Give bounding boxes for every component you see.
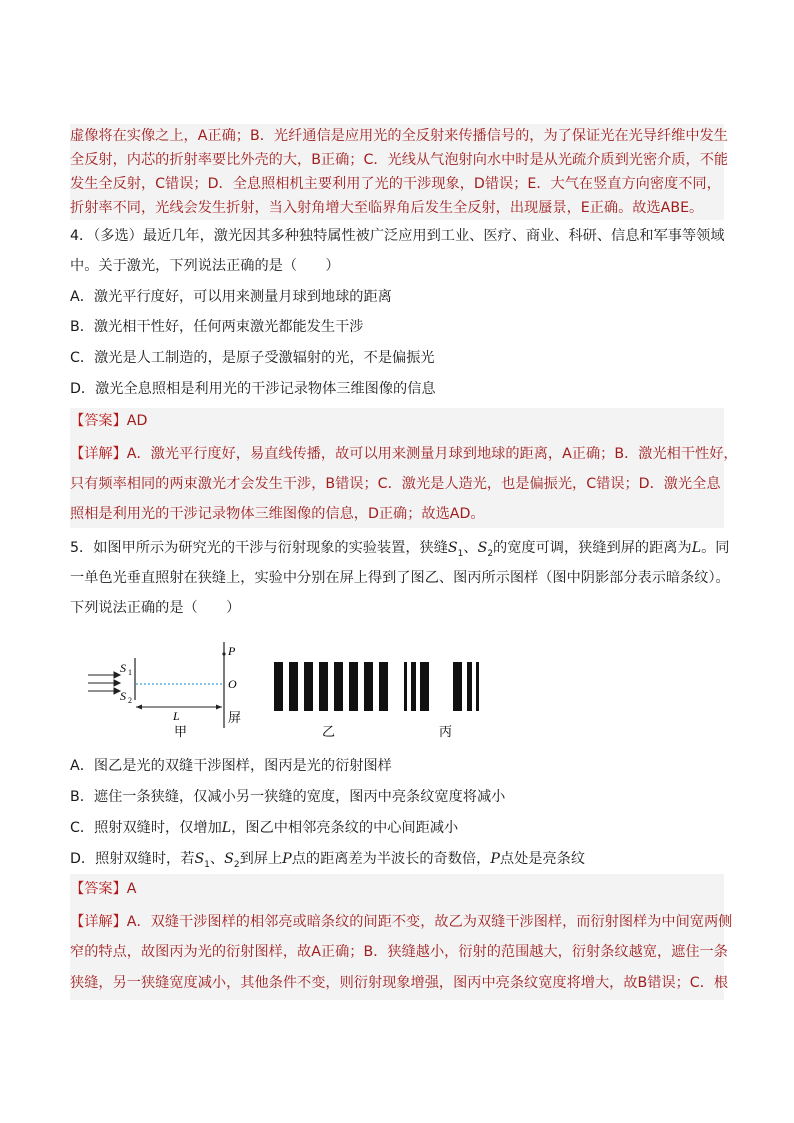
explanation-line: 虚像将在实像之上，A正确；B．光纤通信是应用光的全反射来传播信号的，为了保证光在光导纤维中发生 [70, 128, 728, 144]
question-stem: 4．（多选）最近几年，激光因其多种独特属性被广泛应用到工业、医疗、商业、科研、信息和军事等领域 [70, 228, 725, 244]
label-s2: S [120, 689, 126, 703]
sub-1: 1 [457, 548, 464, 559]
previous-explanation [70, 124, 729, 220]
fringe-yi [304, 662, 313, 711]
option-text: 点处是亮条纹 [499, 851, 586, 867]
point-p [222, 652, 225, 655]
fringe-bing [420, 662, 429, 711]
option-b: B．遮住一条狭缝，仅减小另一狭缝的宽度，图丙中亮条纹宽度将减小 [70, 789, 506, 805]
question-stem [70, 538, 730, 564]
option-text: 点的距离差为半波长的奇数倍， [291, 851, 491, 867]
var-p: P [490, 851, 500, 867]
fringe-yi [274, 662, 283, 711]
option-c [70, 818, 458, 838]
detail-tag: 【详解】 [70, 914, 127, 930]
fringe-yi [319, 662, 328, 711]
detail-line: 照相是利用光的干涉记录物体三维图像的信息，D正确；故选AD。 [70, 506, 485, 522]
separator: 、 [209, 851, 225, 867]
label-s1: S [120, 661, 126, 675]
detail-line: 只有频率相同的两束激光才会发生干涉，B错误；C．激光是人造光，也是偏振光，C错误；D．激光全息 [70, 476, 721, 492]
fringe-yi [379, 662, 388, 711]
fringe-bing [453, 662, 462, 711]
question-stem: 中。关于激光，下列说法正确的是（ ） [70, 258, 340, 274]
answer-line [70, 879, 136, 899]
label-s2-sub: 2 [128, 696, 132, 705]
answer-line [70, 411, 147, 431]
detail-line: 狭缝，另一狭缝宽度减小，其他条件不变，则衍射现象增强，图丙中亮条纹宽度将增大，故B错误；C．根 [70, 975, 729, 991]
q5-answer-box [70, 874, 733, 1000]
incoming-light-arrows [88, 672, 120, 694]
var-s2: S [224, 851, 234, 867]
explanation-line: 全反射，内芯的折射率要比外壳的大，B正确；C．光线从气泡射向水中时是从光疏介质到光密介质，不能 [70, 152, 729, 168]
label-l: L [173, 709, 180, 723]
option-c: C．激光是人工制造的，是原子受激辐射的光，不是偏振光 [70, 350, 435, 366]
var-s1: S [194, 851, 205, 867]
question-4 [70, 224, 724, 404]
option-a: A．图乙是光的双缝干涉图样，图丙是光的衍射图样 [70, 758, 392, 774]
separator: 、 [463, 540, 478, 556]
detail-text: A．双缝干涉图样的相邻亮或暗条纹的间距不变，故乙为双缝干涉图样，而衍射图样为中间宽两侧 [126, 914, 733, 930]
var-s2: S [477, 540, 488, 556]
stem-text: 。同 [701, 540, 730, 556]
question-stem: 一单色光垂直照射在狭缝上，实验中分别在屏上得到了图乙、图丙所示图样（图中阴影部分表示暗条纹）。 [70, 570, 730, 586]
stem-text: 的宽度可调，狭缝到屏的距离为 [493, 540, 692, 556]
option-text: C．照射双缝时，仅增加 [70, 820, 222, 836]
detail-line: 窄的特点，故图丙为光的衍射图样，故A正确；B．狭缝越小，衍射的范围越大，衍射条纹越宽，遮住一条 [70, 944, 728, 960]
label-s1-sub: 1 [128, 668, 132, 677]
figure-svg [86, 638, 506, 742]
fringe-bing [411, 662, 416, 711]
option-a: A．激光平行度好，可以用来测量月球到地球的距离 [70, 289, 392, 305]
detail-tag: 【详解】 [70, 446, 127, 462]
pattern-yi [274, 662, 388, 740]
detail-line [70, 444, 738, 464]
option-text: D．照射双缝时，若 [70, 851, 195, 867]
dim-arrow-left [136, 705, 142, 710]
fringe-yi [364, 662, 373, 711]
option-d [70, 849, 585, 875]
question-stem: 下列说法正确的是（ ） [70, 600, 241, 616]
answer-value: A [126, 881, 137, 897]
label-p: P [228, 644, 236, 658]
experiment-figure [86, 638, 506, 742]
sub-2: 2 [487, 548, 494, 559]
detail-text: A．激光平行度好，易直线传播，故可以用来测量月球到地球的距离，A正确；B．激光相干性好， [126, 446, 738, 462]
question-5 [70, 536, 730, 626]
fringe-yi [289, 662, 298, 711]
fringe-bing [404, 662, 407, 711]
explanation-line: 折射率不同，光线会发生折射，当入射角增大至临界角后发生全反射，出现蜃景，E正确。故选ABE。 [70, 200, 704, 216]
q4-answer-box [70, 408, 738, 528]
fringe-yi [349, 662, 358, 711]
answer-tag: 【答案】 [70, 881, 127, 897]
stem-text: 5．如图甲所示为研究光的干涉与衍射现象的实验装置，狭缝 [70, 540, 448, 556]
answer-value: AD [126, 413, 148, 429]
fringe-bing [476, 662, 479, 711]
label-o: O [228, 677, 237, 691]
fringe-bing [467, 662, 472, 711]
label-bing: 丙 [439, 725, 453, 740]
explanation-line: 发生全反射，C错误；D．全息照相机主要利用了光的干涉现象，D错误；E．大气在竖直方向密度不同， [70, 176, 721, 192]
detail-line [70, 912, 732, 932]
answer-tag: 【答案】 [70, 413, 127, 429]
label-yi: 乙 [322, 725, 336, 740]
pattern-bing [404, 662, 479, 740]
question-5-options [70, 756, 724, 870]
var-s1: S [447, 540, 458, 556]
sub-1: 1 [204, 859, 210, 870]
dim-arrow-right [216, 705, 222, 710]
option-text: ，图乙中相邻亮条纹的中心间距减小 [231, 820, 459, 836]
label-jia: 甲 [174, 725, 188, 740]
sub-2: 2 [233, 859, 240, 870]
var-l: L [691, 540, 702, 556]
var-p: P [282, 851, 292, 867]
fringe-yi [334, 662, 343, 711]
apparatus-jia [88, 642, 241, 740]
option-text: 到屏上 [239, 851, 283, 867]
option-d: D．激光全息照相是利用光的干涉记录物体三维图像的信息 [70, 381, 436, 397]
label-screen: 屏 [228, 711, 242, 726]
var-l: L [221, 820, 232, 836]
option-b: B．激光相干性好，任何两束激光都能发生干涉 [70, 319, 364, 335]
